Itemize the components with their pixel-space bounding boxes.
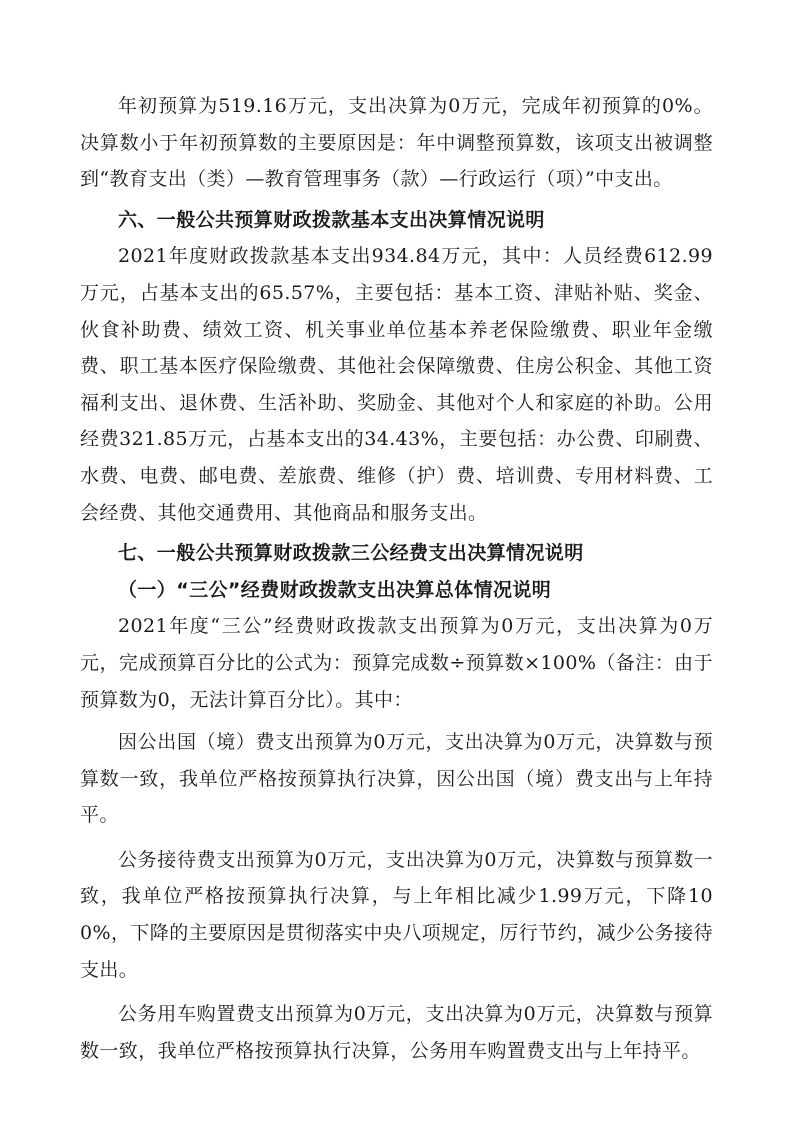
section-heading-7: 七、一般公共预算财政拨款三公经费支出决算情况说明 [118,542,584,565]
document-body [80,88,713,1069]
subsection-heading-7-1: （一）“三公”经费财政拨款支出决算总体情况说明 [118,578,552,601]
paragraph-official-reception: 公务接待费支出预算为0万元，支出决算为0万元，决算数与预算数一致，我单位严格按预算执行决算，与上年相比减少1.99万元，下降100%，下降的主要原因是贯彻落实中央八项规定，厉行节约，减少公务接待支出。 [80,848,713,981]
paragraph-overseas-travel: 因公出国（境）费支出预算为0万元，支出决算为0万元，决算数与预算数一致，我单位严格按预算执行决算，因公出国（境）费支出与上年持平。 [80,731,713,827]
paragraph-vehicle-purchase: 公务用车购置费支出预算为0万元，支出决算为0万元，决算数与预算数一致，我单位严格按预算执行决算，公务用车购置费支出与上年持平。 [80,1003,713,1062]
paragraph-budget-adjustment: 年初预算为519.16万元，支出决算为0万元，完成年初预算的0%。决算数小于年初预算数的主要原因是：年中调整预算数，该项支出被调整到“教育支出（类）—教育管理事务（款）—行政运行（项）”中支出。 [80,95,713,191]
paragraph-three-public-overview: 2021年度“三公”经费财政拨款支出预算为0万元，支出决算为0万元，完成预算百分比的公式为：预算完成数÷预算数×100%（备注：由于预算数为0，无法计算百分比）。其中： [80,615,713,711]
section-heading-6: 六、一般公共预算财政拨款基本支出决算情况说明 [118,208,545,231]
paragraph-basic-expenditure: 2021年度财政拨款基本支出934.84万元，其中：人员经费612.99万元，占基本支出的65.57%，主要包括：基本工资、津贴补贴、奖金、伙食补助费、绩效工资、机关事业单位基本养老保险缴费、职业年金缴费、职工基本医疗保险缴费、其他社会保障缴费、住房公积金、其他工资福利支出、退休费、生活补助、奖励金、其他对个人和家庭的补助。公用经费321.85万元，占基本支出的34.43%，主要包括：办公费、印刷费、水费、电费、邮电费、差旅费、维修（护）费、培训费、专用材料费、工会经费、其他交通费用、其他商品和服务支出。 [80,245,713,524]
